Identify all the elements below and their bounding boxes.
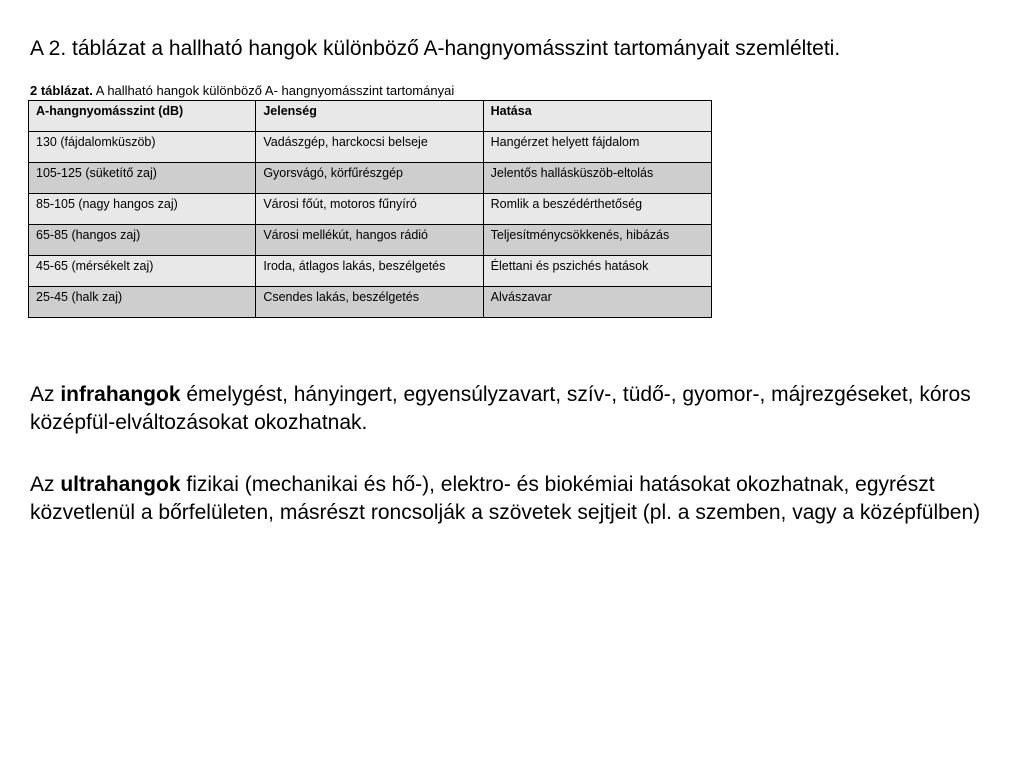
intro-text: A 2. táblázat a hallható hangok különböző A-hangnyomásszint tartományait szemlélteti. xyxy=(30,37,841,60)
table-caption-text: A hallható hangok különböző A- hangnyomásszint tartományai xyxy=(92,83,455,98)
table-caption-label: 2 táblázat. xyxy=(30,83,93,98)
table-cell-effect: Romlik a beszédérthetőség xyxy=(483,194,711,225)
table-cell-effect: Alvászavar xyxy=(483,287,711,318)
table-row xyxy=(29,194,712,225)
table-row xyxy=(29,163,712,194)
table-cell-phenomenon: Csendes lakás, beszélgetés xyxy=(256,287,483,318)
table-cell-phenomenon: Városi főút, motoros fűnyíró xyxy=(256,194,483,225)
table-cell-phenomenon: Iroda, átlagos lakás, beszélgetés xyxy=(256,256,483,287)
table-row xyxy=(29,132,712,163)
table-cell-effect: Hangérzet helyett fájdalom xyxy=(483,132,711,163)
ultrasound-paragraph-body: fizikai (mechanikai és hő-), elektro- és biokémiai hatásokat okozhatnak, egyrészt közvetlenül a bőrfelületen, másrészt roncsolják a szövetek sejtjeit (pl. a szemben, vagy a középfülben) xyxy=(30,473,981,524)
table-header-row xyxy=(29,101,712,132)
infrasound-paragraph xyxy=(30,381,990,437)
table-cell-level: 25-45 (halk zaj) xyxy=(29,287,256,318)
table-cell-effect: Teljesítménycsökkenés, hibázás xyxy=(483,225,711,256)
column-header-level: A-hangnyomásszint (dB) xyxy=(29,101,256,132)
table-caption xyxy=(30,82,454,100)
table-cell-phenomenon: Gyorsvágó, körfűrészgép xyxy=(256,163,483,194)
table-cell-level: 105-125 (süketítő zaj) xyxy=(29,163,256,194)
table-cell-level: 85-105 (nagy hangos zaj) xyxy=(29,194,256,225)
noise-level-table xyxy=(28,100,712,318)
table-row xyxy=(29,287,712,318)
table-cell-level: 65-85 (hangos zaj) xyxy=(29,225,256,256)
ultrasound-paragraph-prefix: Az xyxy=(30,473,61,496)
table-row xyxy=(29,256,712,287)
infrasound-term: infrahangok xyxy=(60,383,181,406)
table-cell-effect: Jelentős hallásküszöb-eltolás xyxy=(483,163,711,194)
column-header-phenomenon: Jelenség xyxy=(256,101,483,132)
ultrasound-paragraph xyxy=(30,471,990,527)
table-cell-phenomenon: Városi mellékút, hangos rádió xyxy=(256,225,483,256)
table-cell-phenomenon: Vadászgép, harckocsi belseje xyxy=(256,132,483,163)
table-cell-level: 130 (fájdalomküszöb) xyxy=(29,132,256,163)
ultrasound-term: ultrahangok xyxy=(60,473,181,496)
table-row xyxy=(29,225,712,256)
table-cell-effect: Élettani és pszichés hatások xyxy=(483,256,711,287)
column-header-effect: Hatása xyxy=(483,101,711,132)
infrasound-paragraph-body: émelygést, hányingert, egyensúlyzavart, szív-, tüdő-, gyomor-, májrezgéseket, kóros középfül-elváltozásokat okozhatnak. xyxy=(30,383,971,434)
infrasound-paragraph-prefix: Az xyxy=(30,383,61,406)
table-cell-level: 45-65 (mérsékelt zaj) xyxy=(29,256,256,287)
